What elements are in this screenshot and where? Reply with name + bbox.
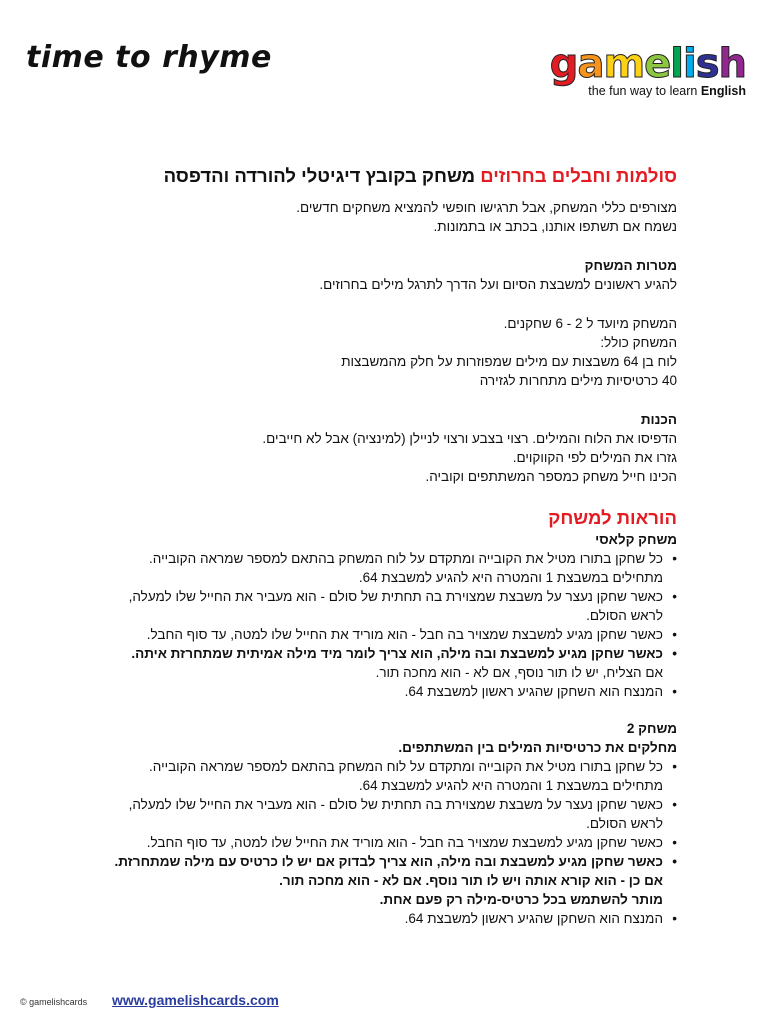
rule-continuation: אם כן - הוא קורא אותה ויש לו תור נוסף. אם לא - הוא מחכה תור.: [279, 873, 663, 888]
intro-line: מצורפים כללי המשחק, אבל תרגישו חופשי להמציא משחקים חדשים.: [296, 200, 677, 215]
prep-line: הדפיסו את הלוח והמילים. רצוי בצבע ורצוי לניילן (למינציה) אבל לא חייבים.: [262, 431, 677, 446]
players-line: 40 כרטיסיות מילים מתחרות לגזירה: [479, 373, 677, 388]
copyright-text: © gamelishcards: [20, 997, 88, 1007]
intro-paragraph: [100, 198, 677, 236]
logo-letter: i: [682, 41, 696, 87]
rule-continuation: מתחילים במשבצת 1 והמטרה היא להגיע למשבצת 64.: [358, 570, 663, 585]
instructions-heading: הוראות למשחק: [548, 507, 677, 528]
gamelish-logo: [536, 41, 746, 98]
logo-letter: m: [603, 41, 645, 87]
game2-heading: משחק 2: [626, 721, 677, 736]
rule-continuation: מתחילים במשבצת 1 והמטרה היא להגיע למשבצת 64.: [358, 778, 663, 793]
classic-rules-list: [100, 549, 677, 701]
rule-continuation: לראש הסולם.: [586, 816, 663, 831]
rule-item: • המנצח הוא השחקן שהגיע ראשון למשבצת 64.: [100, 682, 677, 701]
rule-item: • כאשר שחקן מגיע למשבצת ובה מילה, הוא צריך לומר מיד מילה אמיתית שמתחרזת איתה.: [100, 644, 677, 663]
rule-item: • כאשר שחקן נעצר על משבצת שמצוירת בה תחתית של סולם - הוא מעביר את החייל שלו למעלה,: [100, 795, 677, 814]
classic-game-heading: משחק קלאסי: [595, 532, 677, 547]
goals-heading: מטרות המשחק: [584, 258, 677, 273]
goals-text: להגיע ראשונים למשבצת הסיום ועל הדרך לתרגל מילים בחרוזים.: [319, 277, 677, 292]
players-line: המשחק כולל:: [600, 335, 677, 350]
heading-subtitle: משחק בקובץ דיגיטלי להורדה והדפסה: [163, 165, 476, 186]
page-title: time to rhyme: [26, 40, 272, 75]
logo-letter: e: [644, 41, 671, 87]
rule-item: • כאשר שחקן מגיע למשבצת שמצויר בה חבל - הוא מוריד את החייל שלו למטה, עד סוף החבל.: [100, 625, 677, 644]
logo-letter: g: [549, 41, 578, 87]
players-line: לוח בן 64 משבצות עם מילים שמפוזרות על חלק מהמשבצות: [341, 354, 677, 369]
logo-wordmark: [549, 41, 746, 87]
logo-letter: s: [695, 41, 719, 87]
prep-line: גזרו את המילים לפי הקווקוים.: [512, 450, 677, 465]
tagline-text: the fun way to learn: [588, 84, 701, 98]
game2-intro: מחלקים את כרטיסיות המילים בין המשתתפים.: [398, 740, 677, 755]
intro-line: נשמח אם תשתפו אותנו, בכתב או בתמונות.: [433, 219, 677, 234]
spacer: [100, 701, 677, 719]
main-heading: [100, 164, 677, 188]
rule-item: • כל שחקן בתורו מטיל את הקובייה ומתקדם על לוח המשחק בהתאם למספר שמראה הקובייה.: [100, 757, 677, 776]
players-line: המשחק מיועד ל 2 - 6 שחקנים.: [503, 316, 677, 331]
logo-letter: h: [718, 41, 746, 87]
tagline-bold: English: [700, 84, 746, 98]
rule-continuation: לראש הסולם.: [586, 608, 663, 623]
logo-letter: a: [577, 41, 604, 87]
game2-rules-list: [100, 757, 677, 928]
rule-item: • כל שחקן בתורו מטיל את הקובייה ומתקדם על לוח המשחק בהתאם למספר שמראה הקובייה.: [100, 549, 677, 568]
rule-item: • כאשר שחקן מגיע למשבצת שמצויר בה חבל - הוא מוריד את החייל שלו למטה, עד סוף החבל.: [100, 833, 677, 852]
instructions-document: [100, 164, 677, 928]
rule-continuation: אם הצליח, יש לו תור נוסף, אם לא - הוא מחכה תור.: [375, 665, 663, 680]
logo-letter: l: [670, 41, 683, 87]
prep-paragraph: [100, 429, 677, 486]
website-link[interactable]: www.gamelishcards.com: [112, 992, 279, 1008]
rule-continuation: מותר להשתמש בכל כרטיס-מילה רק פעם אחת.: [379, 892, 663, 907]
prep-heading: הכנות: [640, 412, 677, 427]
rule-item: • כאשר שחקן נעצר על משבצת שמצוירת בה תחתית של סולם - הוא מעביר את החייל שלו למעלה,: [100, 587, 677, 606]
rule-item: • המנצח הוא השחקן שהגיע ראשון למשבצת 64.: [100, 909, 677, 928]
rule-item: • כאשר שחקן מגיע למשבצת ובה מילה, הוא צריך לבדוק אם יש לו כרטיס עם מילה שמתחרזת.: [100, 852, 677, 871]
prep-line: הכינו חייל משחק כמספר המשתתפים וקוביה.: [425, 469, 677, 484]
players-paragraph: [100, 314, 677, 390]
heading-game-name: סולמות וחבלים בחרוזים: [480, 165, 677, 186]
